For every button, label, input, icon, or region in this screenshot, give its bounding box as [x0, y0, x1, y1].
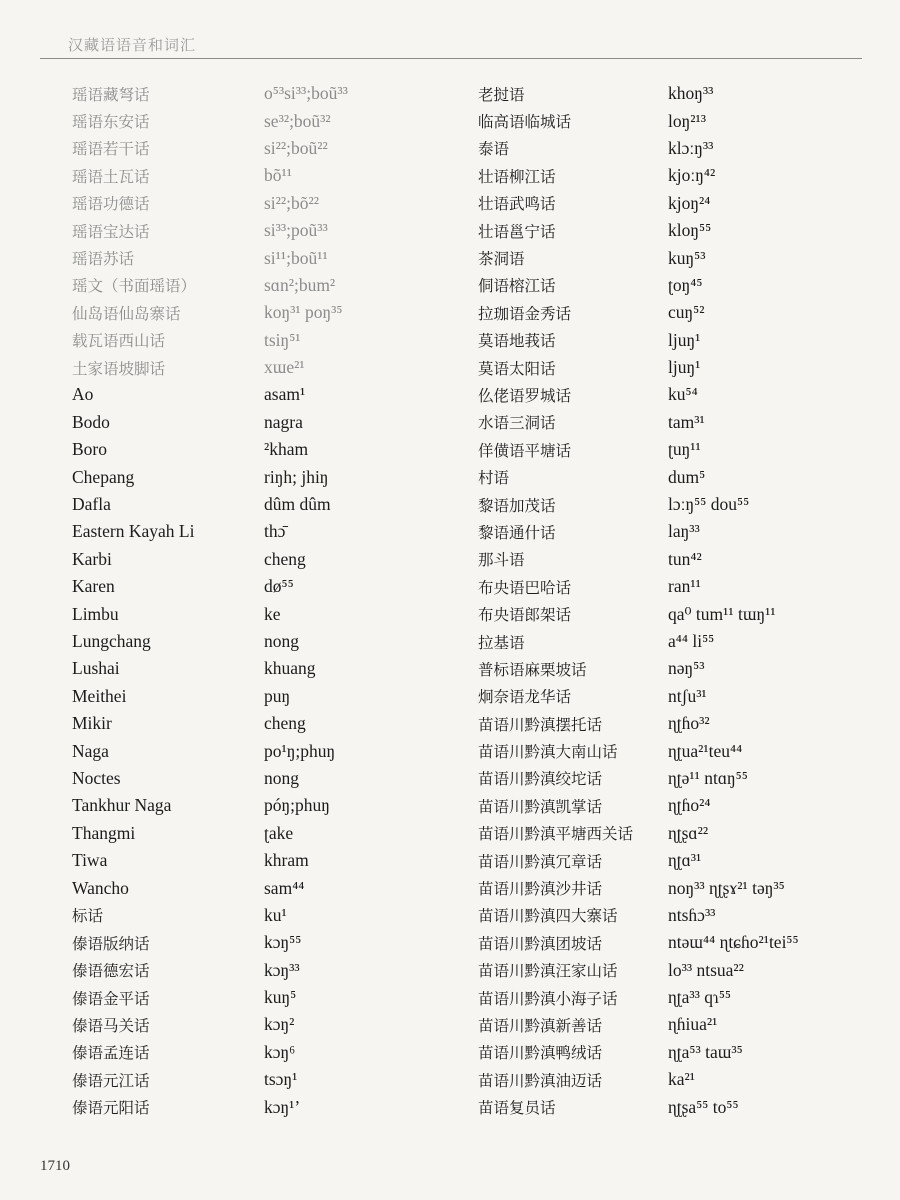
language-name: 仙岛语仙岛寨话 [72, 304, 181, 323]
language-name: Boro [72, 439, 107, 460]
word-form: nong [264, 631, 299, 651]
word-form: kjoŋ²⁴ [668, 192, 711, 213]
entry-row [72, 573, 462, 600]
entry-row [72, 436, 462, 463]
word-form: si²²;boũ²² [264, 137, 328, 158]
language-name: 仫佬语罗城话 [478, 386, 572, 405]
word-form: ku⁵⁴ [668, 384, 698, 405]
word-form: ²kham [264, 439, 309, 460]
entry-row [478, 107, 878, 134]
entry-row [72, 820, 462, 847]
entry-row [478, 929, 878, 956]
word-form: laŋ³³ [668, 521, 700, 542]
word-form: se³²;boũ³² [264, 110, 331, 131]
word-form: tsiŋ⁵¹ [264, 329, 301, 350]
word-form: bõ¹¹ [264, 165, 292, 186]
entry-row [478, 190, 878, 217]
entry-row [72, 190, 462, 217]
language-name: 壮语柳江话 [478, 167, 556, 186]
language-name: 黎语加茂话 [478, 496, 556, 515]
language-name: 村语 [478, 469, 510, 488]
entry-row [72, 463, 462, 490]
language-name: 侗语榕江话 [478, 277, 556, 296]
word-form: ɳʈua²¹teu⁴⁴ [668, 740, 743, 761]
entry-row [478, 573, 878, 600]
language-name: 莫语地莪话 [478, 332, 556, 351]
word-form: lɔːŋ⁵⁵ dou⁵⁵ [668, 494, 750, 515]
language-name: 拉基语 [478, 633, 525, 652]
entry-row [72, 600, 462, 627]
language-name: 瑶语宝达话 [72, 222, 150, 241]
word-form: kuŋ⁵ [264, 987, 297, 1008]
entry-row [478, 327, 878, 354]
word-form: dûm dûm [264, 494, 331, 515]
word-form: thɔ̄ [264, 521, 286, 542]
language-name: 壮语武鸣话 [478, 195, 556, 214]
entry-row [478, 655, 878, 682]
language-name: 苗语川黔滇小海子话 [478, 989, 618, 1008]
entry-row [478, 847, 878, 874]
entry-row [478, 135, 878, 162]
entry-row [478, 80, 878, 107]
word-form: asam¹ [264, 384, 306, 405]
entry-row [478, 546, 878, 573]
word-form: khram [264, 850, 309, 871]
word-form: cheng [264, 713, 306, 734]
language-name: Tiwa [72, 850, 108, 871]
entry-row [478, 244, 878, 271]
word-form: ran¹¹ [668, 576, 701, 597]
entry-row [478, 600, 878, 627]
word-form: sɑn²;bum² [264, 274, 336, 295]
word-form: ku¹ [264, 904, 287, 925]
entry-row [478, 272, 878, 299]
entry-row [478, 463, 878, 490]
word-form: kjoːŋ⁴² [668, 165, 716, 186]
entry-row [72, 217, 462, 244]
language-name: 苗语川黔滇摆托话 [478, 715, 603, 734]
right-column [478, 80, 878, 1121]
entry-row [478, 683, 878, 710]
word-form: ke [264, 603, 281, 624]
word-form: si¹¹;boũ¹¹ [264, 247, 328, 268]
language-name: 苗语复员话 [478, 1099, 556, 1118]
language-name: Meithei [72, 685, 127, 706]
language-name: 傣语元阳话 [72, 1099, 150, 1118]
language-name: 苗语川黔滇鸭绒话 [478, 1044, 603, 1063]
entry-row [478, 957, 878, 984]
entry-row [72, 107, 462, 134]
word-form: ɳʈa³³ qɿ⁵⁵ [668, 987, 732, 1008]
word-form: xɯe²¹ [264, 357, 305, 378]
word-form: nong [264, 767, 299, 788]
word-form: o⁵³si³³;boũ³³ [264, 83, 348, 104]
entry-row [72, 409, 462, 436]
word-form: ɳɦiua²¹ [668, 1014, 718, 1035]
word-form: noŋ³³ ɳʈʂɤ²¹ təŋ³⁵ [668, 877, 785, 898]
entry-row [72, 902, 462, 929]
word-form: kɔŋ⁶ [264, 1041, 296, 1062]
entry-row [72, 655, 462, 682]
entry-row [478, 1011, 878, 1038]
word-form: dum⁵ [668, 466, 706, 487]
language-name: 苗语川黔滇沙井话 [478, 880, 603, 899]
language-name: 拉珈语金秀话 [478, 304, 572, 323]
entry-row [478, 710, 878, 737]
word-form: qa⁰ tum¹¹ tɯŋ¹¹ [668, 603, 776, 624]
entry-row [72, 737, 462, 764]
word-form: a⁴⁴ li⁵⁵ [668, 631, 715, 651]
entry-row [72, 381, 462, 408]
entry-row [72, 80, 462, 107]
language-name: Lushai [72, 658, 120, 679]
entry-row [478, 491, 878, 518]
entry-row [72, 135, 462, 162]
language-name: Thangmi [72, 822, 136, 843]
language-name: Wancho [72, 877, 129, 898]
word-form: ɳʈʂɑ²² [668, 822, 709, 843]
entry-row [478, 765, 878, 792]
language-name: 苗语川黔滇冗章话 [478, 852, 603, 871]
word-form: ʈake [264, 822, 294, 843]
language-name: 载瓦语西山话 [72, 332, 166, 351]
entry-row [478, 874, 878, 901]
language-name: 瑶语功德话 [72, 195, 150, 214]
word-form: kɔŋ¹’ [264, 1096, 301, 1117]
entry-row [478, 737, 878, 764]
entry-row [72, 491, 462, 518]
language-name: 傣语版纳话 [72, 934, 150, 953]
language-name: 傣语金平话 [72, 989, 150, 1008]
entry-row [72, 1011, 462, 1038]
running-title: 汉藏语语音和词汇 [68, 38, 197, 54]
word-form: kloŋ⁵⁵ [668, 220, 712, 241]
entry-row [72, 847, 462, 874]
entry-row [478, 217, 878, 244]
language-name: Tankhur Naga [72, 795, 172, 816]
entry-row [72, 272, 462, 299]
language-name: 壮语邕宁话 [478, 222, 556, 241]
entry-row [72, 874, 462, 901]
entry-row [478, 299, 878, 326]
entry-row [72, 299, 462, 326]
language-name: 黎语通什话 [478, 523, 556, 542]
word-form: po¹ŋ;phuŋ [264, 740, 336, 761]
word-form: ntəɯ⁴⁴ ɳtɕɦo²¹tei⁵⁵ [668, 932, 799, 953]
entry-row [72, 984, 462, 1011]
entry-row [478, 1039, 878, 1066]
language-name: 那斗语 [478, 551, 525, 570]
word-form: ka²¹ [668, 1069, 696, 1090]
word-form: kɔŋ⁵⁵ [264, 932, 302, 953]
word-form: tun⁴² [668, 548, 702, 569]
word-form: nagra [264, 411, 303, 432]
language-name: 土家语坡脚话 [72, 359, 166, 378]
entry-row [72, 354, 462, 381]
word-form: loŋ²¹³ [668, 110, 707, 131]
language-name: 傣语元江话 [72, 1071, 150, 1090]
language-name: 瑶文（书面瑶语） [72, 277, 197, 296]
word-form: khuang [264, 658, 316, 679]
entry-row [478, 1093, 878, 1120]
word-form: ntʃu³¹ [668, 685, 707, 706]
language-name: 傣语马关话 [72, 1016, 150, 1035]
language-name: Karbi [72, 548, 112, 569]
word-form: póŋ;phuŋ [264, 795, 330, 816]
word-form: ljuŋ¹ [668, 329, 701, 350]
language-name: 标话 [72, 907, 104, 926]
entry-row [72, 683, 462, 710]
language-name: 瑶语若干话 [72, 140, 150, 159]
language-name: 瑶语土瓦话 [72, 167, 150, 186]
entry-row [72, 244, 462, 271]
language-name: 苗语川黔滇油迈话 [478, 1071, 603, 1090]
entry-row [72, 710, 462, 737]
language-name: Noctes [72, 767, 121, 788]
language-name: Limbu [72, 603, 119, 624]
word-form: kɔŋ³³ [264, 959, 300, 980]
language-name: 布央语郎架话 [478, 606, 572, 625]
language-name: Mikir [72, 713, 112, 734]
word-form: khoŋ³³ [668, 83, 714, 104]
language-name: 瑶语苏话 [72, 250, 135, 269]
entry-row [478, 381, 878, 408]
language-name: Lungchang [72, 631, 151, 651]
language-name: 水语三洞话 [478, 414, 556, 433]
entry-row [72, 792, 462, 819]
language-name: 炯奈语龙华话 [478, 688, 572, 707]
word-form: riŋh; jhiŋ [264, 466, 329, 487]
entry-row [72, 628, 462, 655]
entry-row [478, 518, 878, 545]
word-form: tsɔŋ¹ [264, 1069, 298, 1090]
word-form: ntsɦɔ³³ [668, 904, 716, 925]
language-name: 泰语 [478, 140, 510, 159]
word-form: ɳʈɦo²⁴ [668, 795, 711, 816]
language-name: 苗语川黔滇新善话 [478, 1016, 603, 1035]
language-name: Bodo [72, 411, 110, 432]
entry-row [72, 765, 462, 792]
language-name: 苗语川黔滇平塘西关话 [478, 825, 634, 844]
word-form: ɳʈʂa⁵⁵ to⁵⁵ [668, 1096, 739, 1117]
entry-row [478, 162, 878, 189]
entry-row [478, 792, 878, 819]
language-name: 莫语太阳话 [478, 359, 556, 378]
word-form: cuŋ⁵² [668, 302, 705, 323]
language-name: Naga [72, 740, 109, 761]
word-form: ɳʈə¹¹ ntɑŋ⁵⁵ [668, 767, 748, 788]
entry-row [478, 436, 878, 463]
entry-row [478, 902, 878, 929]
word-form: si³³;poũ³³ [264, 220, 328, 241]
entry-row [72, 929, 462, 956]
word-form: ʈuŋ¹¹ [668, 439, 701, 460]
word-form: klɔːŋ³³ [668, 137, 714, 158]
page-number: 1710 [40, 1158, 70, 1174]
entry-row [478, 354, 878, 381]
entry-row [72, 518, 462, 545]
word-form: sam⁴⁴ [264, 877, 305, 898]
language-name: 临高语临城话 [478, 113, 572, 132]
word-form: nəŋ⁵³ [668, 658, 705, 679]
entry-row [478, 820, 878, 847]
entry-row [72, 546, 462, 573]
entry-row [478, 1066, 878, 1093]
entry-row [72, 1066, 462, 1093]
language-name: 苗语川黔滇绞坨话 [478, 770, 603, 789]
word-form: puŋ [264, 685, 291, 706]
language-name: 布央语巴哈话 [478, 578, 572, 597]
word-form: dø⁵⁵ [264, 576, 294, 597]
language-name: 傣语孟连话 [72, 1044, 150, 1063]
language-name: 苗语川黔滇大南山话 [478, 743, 618, 762]
language-name: Chepang [72, 466, 135, 487]
word-form: cheng [264, 548, 306, 569]
word-form: koŋ³¹ poŋ³⁵ [264, 302, 343, 323]
header-rule [40, 58, 862, 59]
word-form: ʈoŋ⁴⁵ [668, 274, 703, 295]
language-name: 苗语川黔滇凯掌话 [478, 797, 603, 816]
language-name: Eastern Kayah Li [72, 521, 195, 542]
word-form: lo³³ ntsua²² [668, 959, 744, 980]
language-name: 苗语川黔滇四大寨话 [478, 907, 618, 926]
language-name: Dafla [72, 494, 111, 515]
language-name: 瑶语东安话 [72, 113, 150, 132]
word-form: tam³¹ [668, 411, 705, 432]
entry-row [478, 409, 878, 436]
language-name: 傣语德宏话 [72, 962, 150, 981]
language-name: 茶洞语 [478, 250, 525, 269]
word-form: kɔŋ² [264, 1014, 295, 1035]
word-form: kuŋ⁵³ [668, 247, 706, 268]
entry-row [72, 1039, 462, 1066]
language-name: 佯僙语平塘话 [478, 441, 572, 460]
language-name: Karen [72, 576, 115, 597]
entry-row [72, 1093, 462, 1120]
word-form: ljuŋ¹ [668, 357, 701, 378]
language-name: 瑶语藏弩话 [72, 85, 150, 104]
entry-row [72, 327, 462, 354]
language-name: Ao [72, 384, 94, 405]
language-name: 苗语川黔滇汪家山话 [478, 962, 618, 981]
word-form: ɳʈɦo³² [668, 713, 710, 734]
entry-row [72, 957, 462, 984]
word-form: ɳʈa⁵³ taɯ³⁵ [668, 1041, 743, 1062]
entry-row [72, 162, 462, 189]
entry-row [478, 984, 878, 1011]
word-form: ɳʈɑ³¹ [668, 850, 702, 871]
language-name: 老挝语 [478, 85, 525, 104]
entry-row [478, 628, 878, 655]
word-form: si²²;bõ²² [264, 192, 320, 213]
language-name: 普标语麻栗坡话 [478, 660, 587, 679]
language-name: 苗语川黔滇团坡话 [478, 934, 603, 953]
left-column [72, 80, 462, 1121]
